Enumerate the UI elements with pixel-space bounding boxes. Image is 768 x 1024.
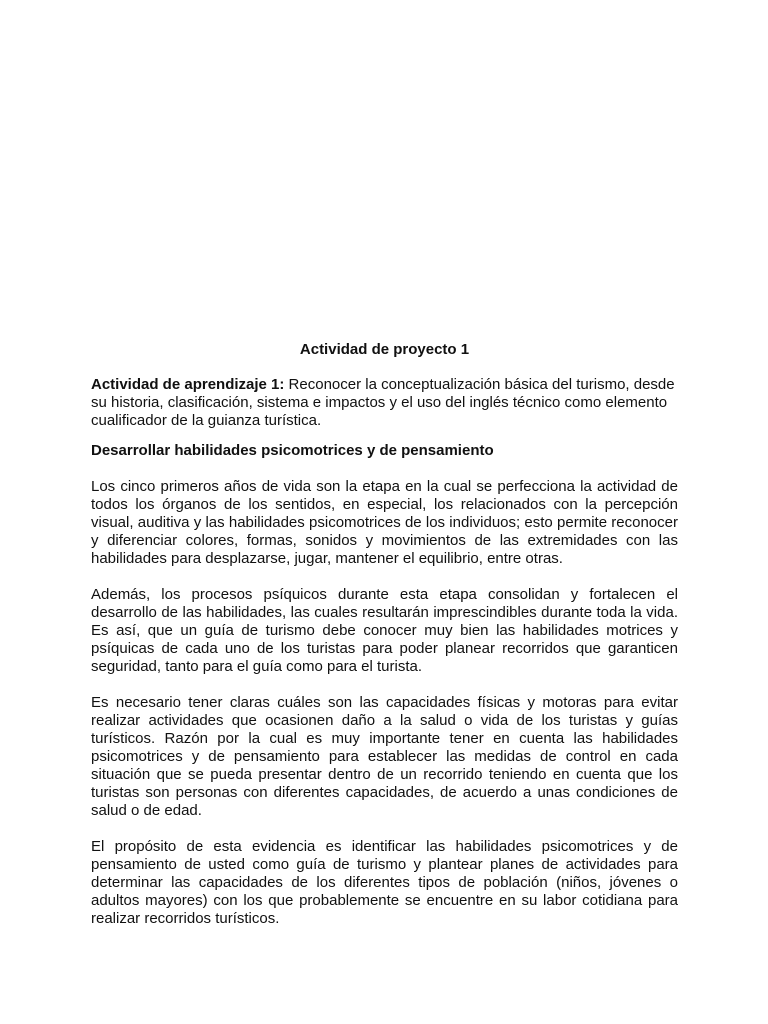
activity-label: Actividad de aprendizaje 1: [91,376,285,393]
paragraph-1: Los cinco primeros años de vida son la etapa en la cual se perfecciona la actividad de todos los órganos de los sentidos, en especial, los relacionados con la percepción visual, auditiva y las habilidades psicomotrices de los individuos; esto permite reconocer y diferenciar colores, formas, sonidos y movimientos de las extremidades con las habilidades para desplazarse, jugar, mantener el equilibrio, entre otras. [91,478,678,567]
paragraph-4: El propósito de esta evidencia es identificar las habilidades psicomotrices y de pensamiento de usted como guía de turismo y plantear planes de actividades para determinar las capacidades de los diferentes tipos de población (niños, jóvenes o adultos mayores) con los que probablemente se encuentre en su labor cotidiana para realizar recorridos turísticos. [91,838,678,927]
document-page [91,341,678,946]
paragraph-2: Además, los procesos psíquicos durante esta etapa consolidan y fortalecen el desarrollo de las habilidades, las cuales resultarán imprescindibles durante toda la vida. Es así, que un guía de turismo debe conocer muy bien las habilidades motrices y psíquicas de cada uno de los turistas para poder planear recorridos que garanticen seguridad, tanto para el guía como para el turista. [91,586,678,675]
section-heading: Desarrollar habilidades psicomotrices y de pensamiento [91,442,494,459]
paragraph-3: Es necesario tener claras cuáles son las capacidades físicas y motoras para evitar realizar actividades que ocasionen daño a la salud o vida de los turistas y guías turísticos. Razón por la cual es muy importante tener en cuenta las habilidades psicomotrices y de pensamiento para establecer las medidas de control en cada situación que se pueda presentar dentro de un recorrido teniendo en cuenta que los turistas son personas con diferentes capacidades, de acuerdo a unas condiciones de salud o de edad. [91,694,678,819]
activity-text: Reconocer la conceptualización básica del turismo, desde su historia, clasificación, sistema e impactos y el uso del inglés técnico como elemento cualificador de la guianza turística. [91,376,675,429]
document-title: Actividad de proyecto 1 [299,341,470,358]
activity-description [91,376,678,430]
